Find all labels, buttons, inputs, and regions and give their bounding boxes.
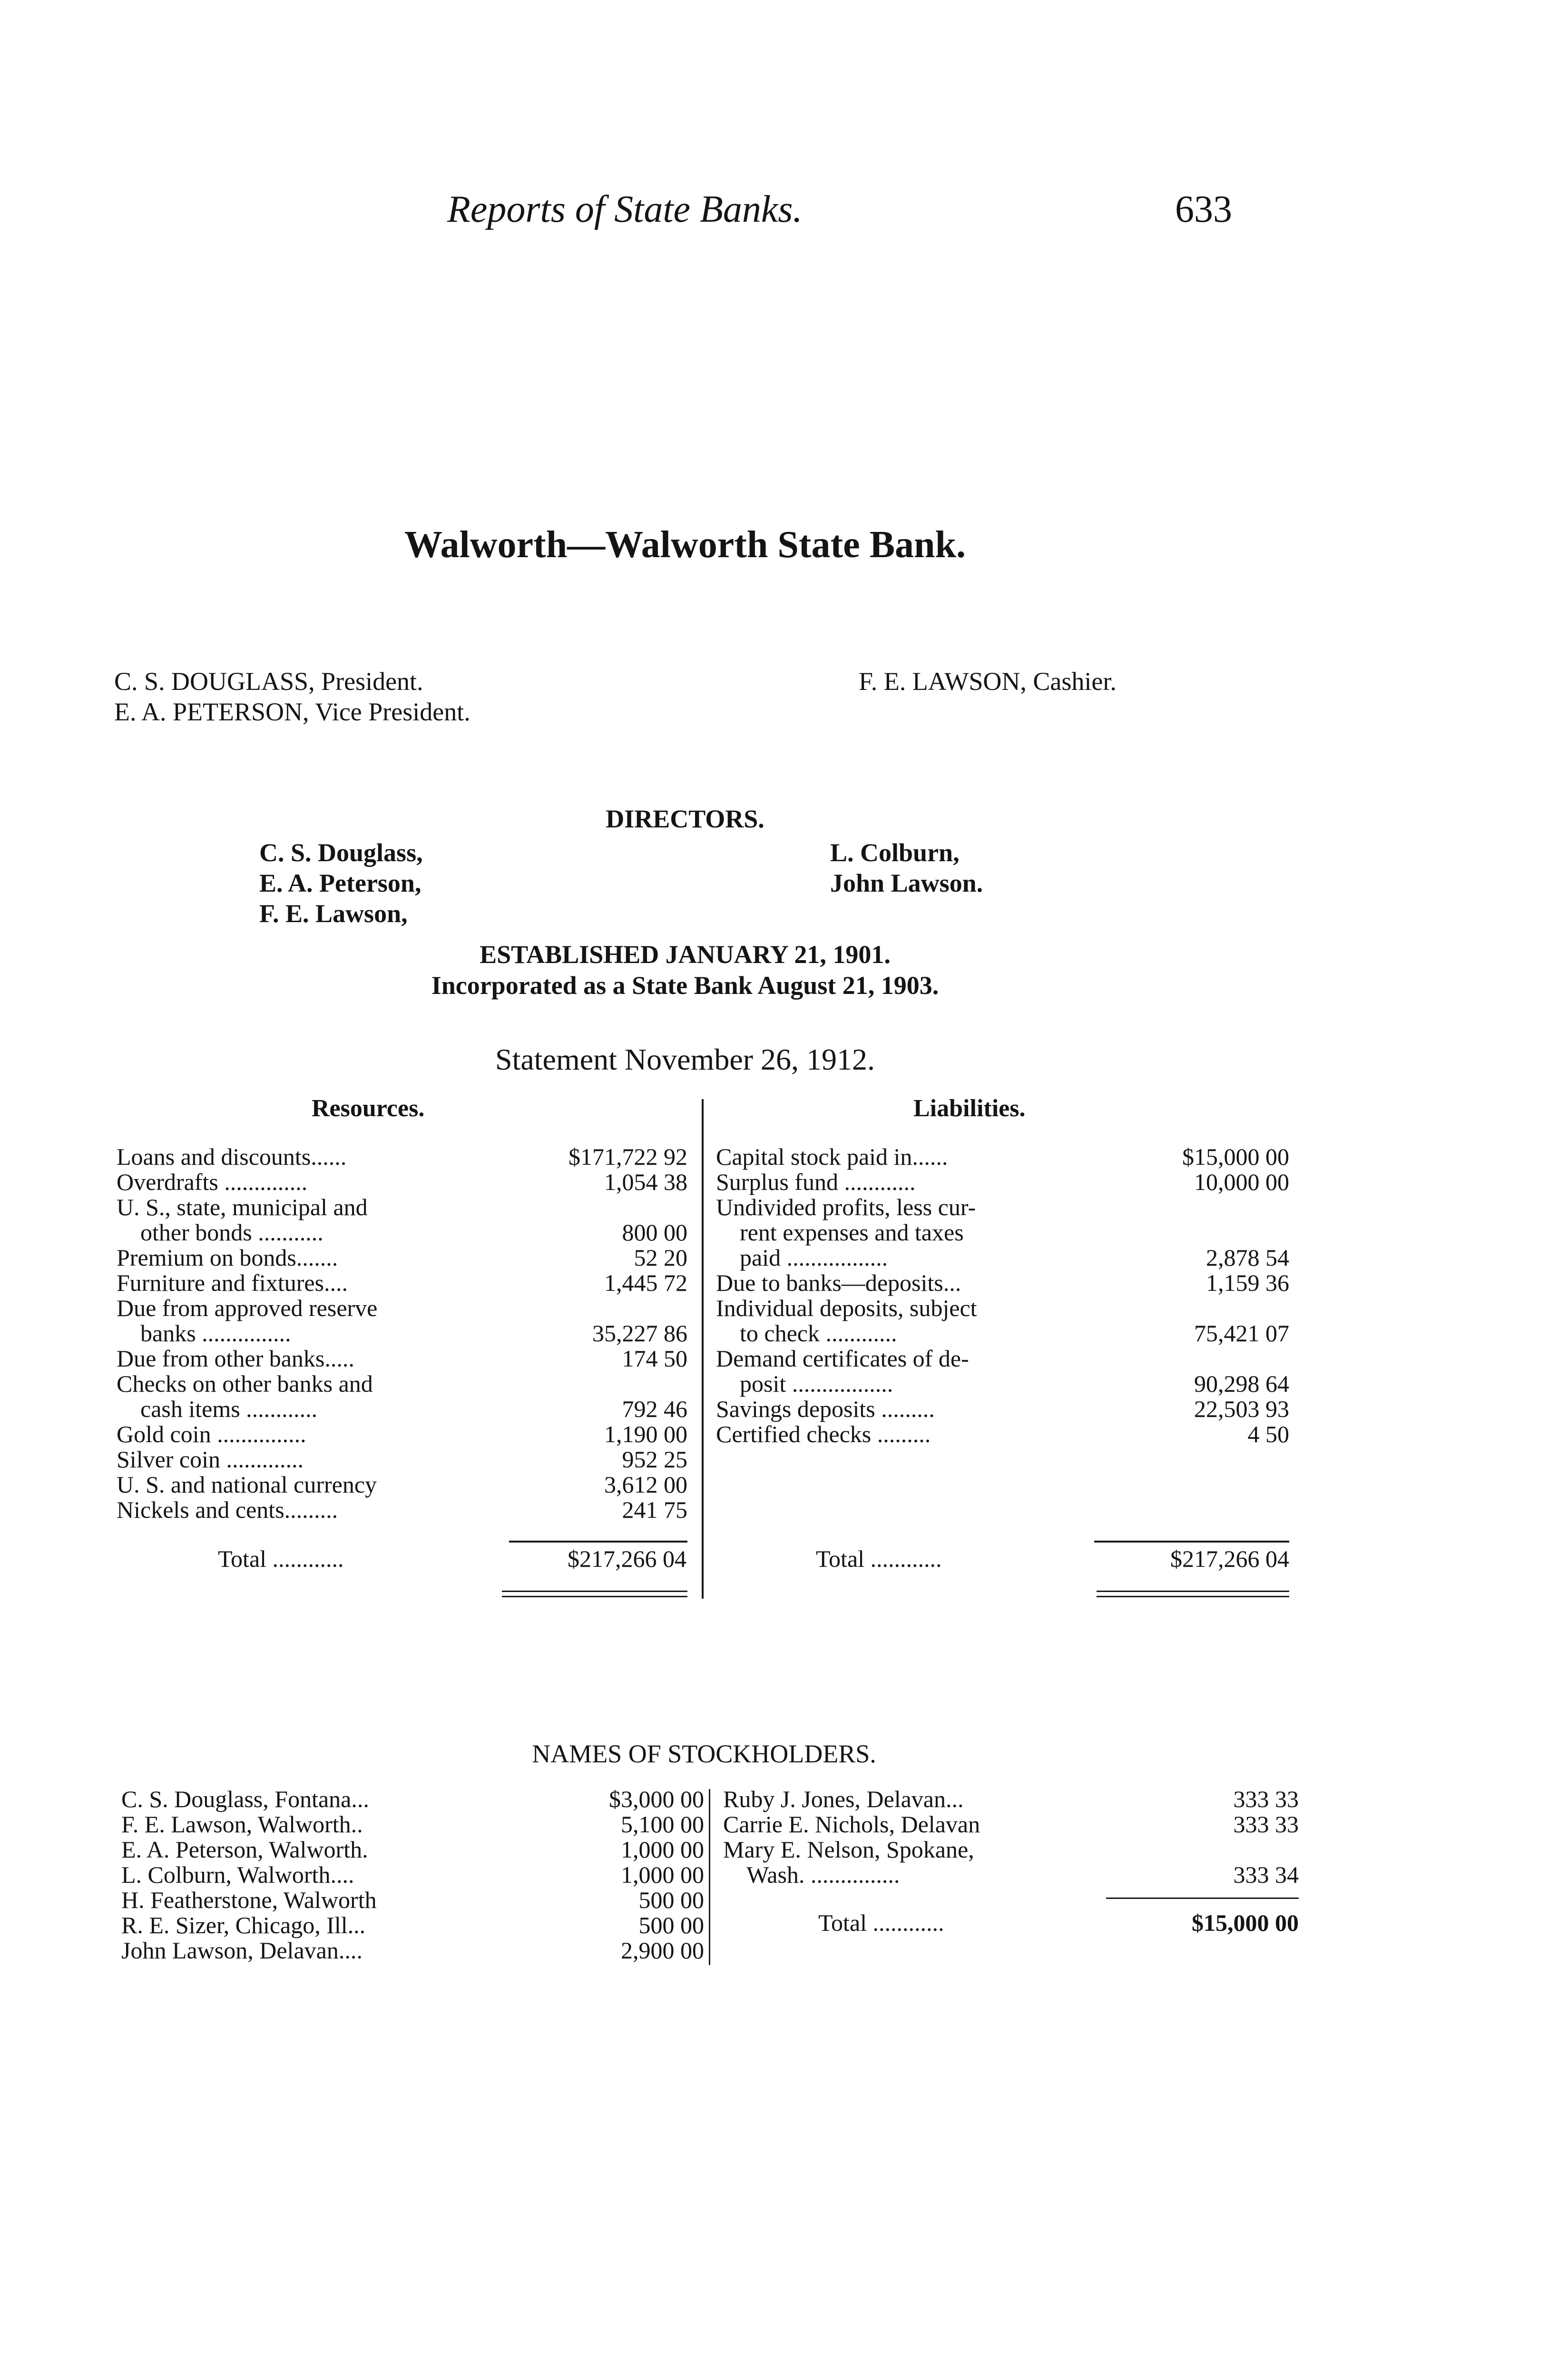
row-amount: 75,421 07 bbox=[1194, 1320, 1289, 1347]
statement-title: Statement November 26, 1912. bbox=[495, 1042, 875, 1076]
row-amount: $15,000 00 bbox=[1182, 1143, 1289, 1170]
director-name: L. Colburn, bbox=[830, 838, 960, 867]
row-amount: 241 75 bbox=[622, 1496, 687, 1523]
total-amount: $217,266 04 bbox=[1170, 1545, 1289, 1572]
row-amount: 3,612 00 bbox=[604, 1471, 687, 1498]
row-label: posit ................. bbox=[716, 1370, 893, 1397]
stockholders-total-row bbox=[818, 1910, 1299, 1936]
table-row bbox=[716, 1220, 1289, 1245]
table-row bbox=[121, 1938, 704, 1963]
row-label: Due from approved reserve bbox=[117, 1295, 378, 1321]
total-label: Total ............ bbox=[816, 1545, 942, 1572]
table-row bbox=[121, 1887, 704, 1913]
total-amount: $15,000 00 bbox=[1192, 1909, 1299, 1936]
row-amount: 333 34 bbox=[1233, 1861, 1299, 1888]
table-row bbox=[716, 1195, 1289, 1220]
row-amount: 500 00 bbox=[638, 1887, 704, 1913]
row-amount: 174 50 bbox=[622, 1345, 687, 1372]
table-row bbox=[117, 1170, 687, 1195]
table-row bbox=[117, 1321, 687, 1346]
table-row bbox=[117, 1245, 687, 1270]
row-amount: 2,878 54 bbox=[1206, 1244, 1289, 1271]
running-header: Reports of State Banks. bbox=[447, 188, 803, 230]
row-label: Silver coin ............. bbox=[117, 1446, 304, 1473]
table-row bbox=[723, 1812, 1299, 1837]
total-rule bbox=[509, 1541, 687, 1543]
total-label: Total ............ bbox=[218, 1545, 344, 1572]
table-row bbox=[716, 1396, 1289, 1422]
directors-left bbox=[259, 837, 423, 929]
row-label: to check ............ bbox=[716, 1320, 897, 1347]
total-rule bbox=[1106, 1897, 1299, 1899]
double-rule bbox=[502, 1591, 687, 1597]
table-row bbox=[121, 1862, 704, 1887]
table-row bbox=[716, 1245, 1289, 1270]
row-amount: 1,054 38 bbox=[604, 1169, 687, 1195]
directors-heading: DIRECTORS. bbox=[606, 805, 764, 833]
incorporated-line: Incorporated as a State Bank August 21, 1903. bbox=[431, 971, 939, 1000]
row-label: Wash. ............... bbox=[723, 1861, 900, 1888]
row-label: Checks on other banks and bbox=[117, 1370, 373, 1397]
table-row bbox=[117, 1144, 687, 1170]
row-amount: 792 46 bbox=[622, 1396, 687, 1422]
table-row bbox=[117, 1371, 687, 1396]
row-amount: 2,900 00 bbox=[621, 1937, 704, 1964]
row-label: Due from other banks..... bbox=[117, 1345, 354, 1372]
row-label: F. E. Lawson, Walworth.. bbox=[121, 1811, 363, 1838]
table-row bbox=[716, 1144, 1289, 1170]
row-amount: 333 33 bbox=[1233, 1786, 1299, 1812]
row-label: Due to banks—deposits... bbox=[716, 1269, 961, 1296]
column-divider bbox=[709, 1789, 710, 1965]
row-label: L. Colburn, Walworth.... bbox=[121, 1861, 354, 1888]
row-label: Mary E. Nelson, Spokane, bbox=[723, 1836, 974, 1863]
row-label: H. Featherstone, Walworth bbox=[121, 1887, 377, 1913]
table-row bbox=[121, 1837, 704, 1862]
table-row bbox=[117, 1195, 687, 1220]
row-amount: 1,000 00 bbox=[621, 1861, 704, 1888]
row-label: U. S., state, municipal and bbox=[117, 1194, 368, 1220]
total-amount: $217,266 04 bbox=[568, 1545, 686, 1572]
table-row bbox=[716, 1346, 1289, 1371]
row-amount: 22,503 93 bbox=[1194, 1396, 1289, 1422]
row-label: U. S. and national currency bbox=[117, 1471, 377, 1498]
table-row bbox=[723, 1787, 1299, 1812]
row-label: Overdrafts .............. bbox=[117, 1169, 308, 1195]
row-label: Individual deposits, subject bbox=[716, 1295, 977, 1321]
director-name: E. A. Peterson, bbox=[259, 869, 421, 897]
row-amount: 500 00 bbox=[638, 1912, 704, 1938]
table-row bbox=[723, 1837, 1299, 1862]
table-row bbox=[117, 1497, 687, 1523]
table-row bbox=[723, 1862, 1299, 1887]
table-row bbox=[716, 1270, 1289, 1296]
table-row bbox=[716, 1296, 1289, 1321]
officers-left bbox=[114, 666, 470, 727]
row-label: Savings deposits ......... bbox=[716, 1396, 935, 1422]
row-label: rent expenses and taxes bbox=[716, 1219, 964, 1246]
liabilities-heading: Liabilities. bbox=[913, 1095, 1026, 1122]
row-label: E. A. Peterson, Walworth. bbox=[121, 1836, 368, 1863]
row-amount: 800 00 bbox=[622, 1219, 687, 1246]
table-row bbox=[117, 1447, 687, 1472]
row-amount: 4 50 bbox=[1247, 1421, 1289, 1447]
row-label: Loans and discounts...... bbox=[117, 1143, 347, 1170]
row-label: Carrie E. Nichols, Delavan bbox=[723, 1811, 980, 1838]
director-name: F. E. Lawson, bbox=[259, 899, 408, 928]
table-row bbox=[117, 1296, 687, 1321]
table-row bbox=[117, 1346, 687, 1371]
established-line: ESTABLISHED JANUARY 21, 1901. bbox=[480, 940, 891, 969]
row-label: Capital stock paid in...... bbox=[716, 1143, 948, 1170]
row-amount: 90,298 64 bbox=[1194, 1370, 1289, 1397]
table-row bbox=[121, 1812, 704, 1837]
row-amount: 1,000 00 bbox=[621, 1836, 704, 1863]
row-label: Demand certificates of de- bbox=[716, 1345, 969, 1372]
table-row bbox=[121, 1787, 704, 1812]
row-label: Certified checks ......... bbox=[716, 1421, 931, 1447]
resources-heading: Resources. bbox=[312, 1095, 425, 1122]
row-label: paid ................. bbox=[716, 1244, 888, 1271]
table-row bbox=[117, 1422, 687, 1447]
row-label: Ruby J. Jones, Delavan... bbox=[723, 1786, 964, 1812]
table-row bbox=[121, 1913, 704, 1938]
row-label: cash items ............ bbox=[117, 1396, 318, 1422]
row-amount: $171,722 92 bbox=[568, 1143, 687, 1170]
page-number: 633 bbox=[1175, 188, 1232, 230]
bank-title: Walworth—Walworth State Bank. bbox=[404, 524, 966, 566]
column-divider bbox=[702, 1099, 704, 1599]
row-label: Gold coin ............... bbox=[117, 1421, 306, 1447]
table-row bbox=[117, 1472, 687, 1497]
row-label: R. E. Sizer, Chicago, Ill... bbox=[121, 1912, 366, 1938]
row-amount: 5,100 00 bbox=[621, 1811, 704, 1838]
double-rule bbox=[1097, 1591, 1289, 1597]
table-row bbox=[117, 1220, 687, 1245]
total-label: Total ............ bbox=[818, 1909, 944, 1936]
row-amount: 1,190 00 bbox=[604, 1421, 687, 1447]
stockholders-heading: NAMES OF STOCKHOLDERS. bbox=[532, 1740, 876, 1768]
row-label: Premium on bonds....... bbox=[117, 1244, 338, 1271]
row-amount: $3,000 00 bbox=[609, 1786, 704, 1812]
table-row bbox=[716, 1170, 1289, 1195]
officer-line: C. S. DOUGLASS, President. bbox=[114, 667, 423, 696]
officer-cashier: F. E. LAWSON, Cashier. bbox=[859, 667, 1117, 696]
officer-line: E. A. PETERSON, Vice President. bbox=[114, 698, 470, 726]
row-amount: 35,227 86 bbox=[592, 1320, 687, 1347]
row-amount: 1,445 72 bbox=[604, 1269, 687, 1296]
row-amount: 952 25 bbox=[622, 1446, 687, 1473]
row-amount: 333 33 bbox=[1233, 1811, 1299, 1838]
row-label: other bonds ........... bbox=[117, 1219, 323, 1246]
resources-total-row bbox=[218, 1546, 686, 1572]
row-amount: 1,159 36 bbox=[1206, 1269, 1289, 1296]
directors-right bbox=[830, 837, 983, 898]
row-label: Furniture and fixtures.... bbox=[117, 1269, 348, 1296]
row-amount: 52 20 bbox=[634, 1244, 687, 1271]
director-name: John Lawson. bbox=[830, 869, 983, 897]
table-row bbox=[716, 1321, 1289, 1346]
row-label: John Lawson, Delavan.... bbox=[121, 1937, 363, 1964]
table-row bbox=[716, 1371, 1289, 1396]
row-amount: 10,000 00 bbox=[1194, 1169, 1289, 1195]
table-row bbox=[117, 1270, 687, 1296]
director-name: C. S. Douglass, bbox=[259, 838, 423, 867]
liabilities-total-row bbox=[816, 1546, 1289, 1572]
row-label: banks ............... bbox=[117, 1320, 291, 1347]
row-label: Nickels and cents......... bbox=[117, 1496, 338, 1523]
row-label: C. S. Douglass, Fontana... bbox=[121, 1786, 369, 1812]
row-label: Surplus fund ............ bbox=[716, 1169, 916, 1195]
row-label: Undivided profits, less cur- bbox=[716, 1194, 976, 1220]
table-row bbox=[716, 1422, 1289, 1447]
table-row bbox=[117, 1396, 687, 1422]
total-rule bbox=[1094, 1541, 1289, 1543]
